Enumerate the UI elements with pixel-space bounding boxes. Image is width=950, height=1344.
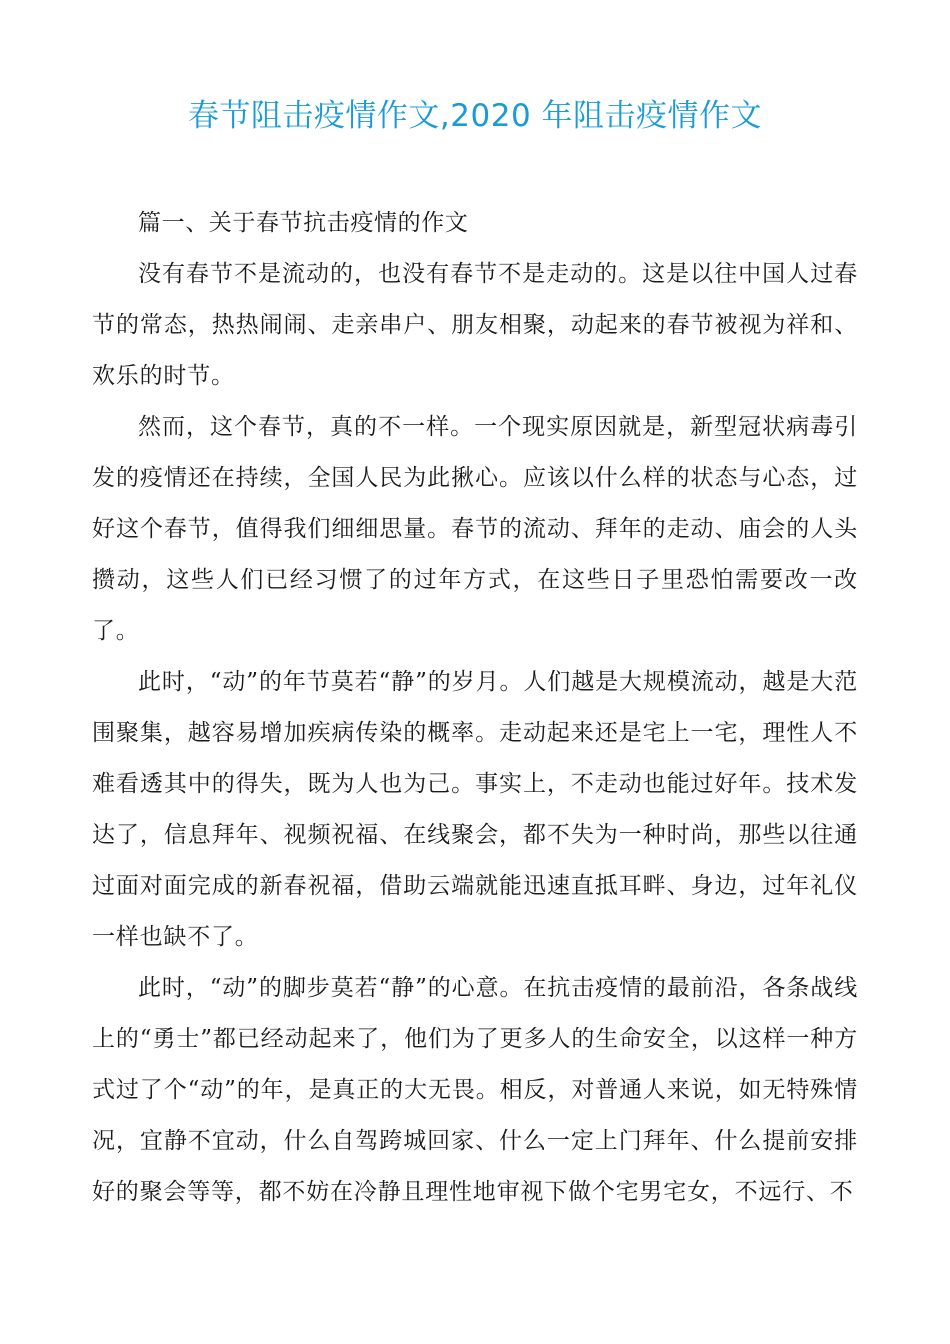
paragraph-2: 然而，这个春节，真的不一样。一个现实原因就是，新型冠状病毒引发的疫情还在持续，全国人民为此揪心。应该以什么样的状态与心态，过好这个春节，值得我们细细思量。春节的流动、拜年的走动、庙会的人头攒动，这些人们已经习惯了的过年方式，在这些日子里恐怕需要改一改了。 — [92, 414, 858, 644]
paragraph-1: 没有春节不是流动的，也没有春节不是走动的。这是以往中国人过春节的常态，热热闹闹、走亲串户、朋友相聚，动起来的春节被视为祥和、欢乐的时节。 — [92, 261, 858, 389]
section-heading: 篇一、关于春节抗击疫情的作文 — [138, 210, 469, 236]
paragraph-4: 此时，“动”的脚步莫若“静”的心意。在抗击疫情的最前沿，各条战线上的“勇士”都已经动起来了，他们为了更多人的生命安全，以这样一种方式过了个“动”的年，是真正的大无畏。相反，对普通人来说，如无特殊情况，宜静不宜动，什么自驾跨城回家、什么一定上门拜年、什么提前安排好的聚会等等，都不妨在冷静且理性地审视下做个宅男宅女，不远行、不 — [92, 975, 858, 1205]
document-title: 春节阻击疫情作文,2020 年阻击疫情作文 — [187, 98, 763, 134]
paragraph-3: 此时，“动”的年节莫若“静”的岁月。人们越是大规模流动，越是大范围聚集，越容易增加疾病传染的概率。走动起来还是宅上一宅，理性人不难看透其中的得失，既为人也为己。事实上，不走动也能过好年。技术发达了，信息拜年、视频祝福、在线聚会，都不失为一种时尚，那些以往通过面对面完成的新春祝福，借助云端就能迅速直抵耳畔、身边，过年礼仪一样也缺不了。 — [92, 669, 858, 950]
document-body — [92, 198, 858, 1218]
